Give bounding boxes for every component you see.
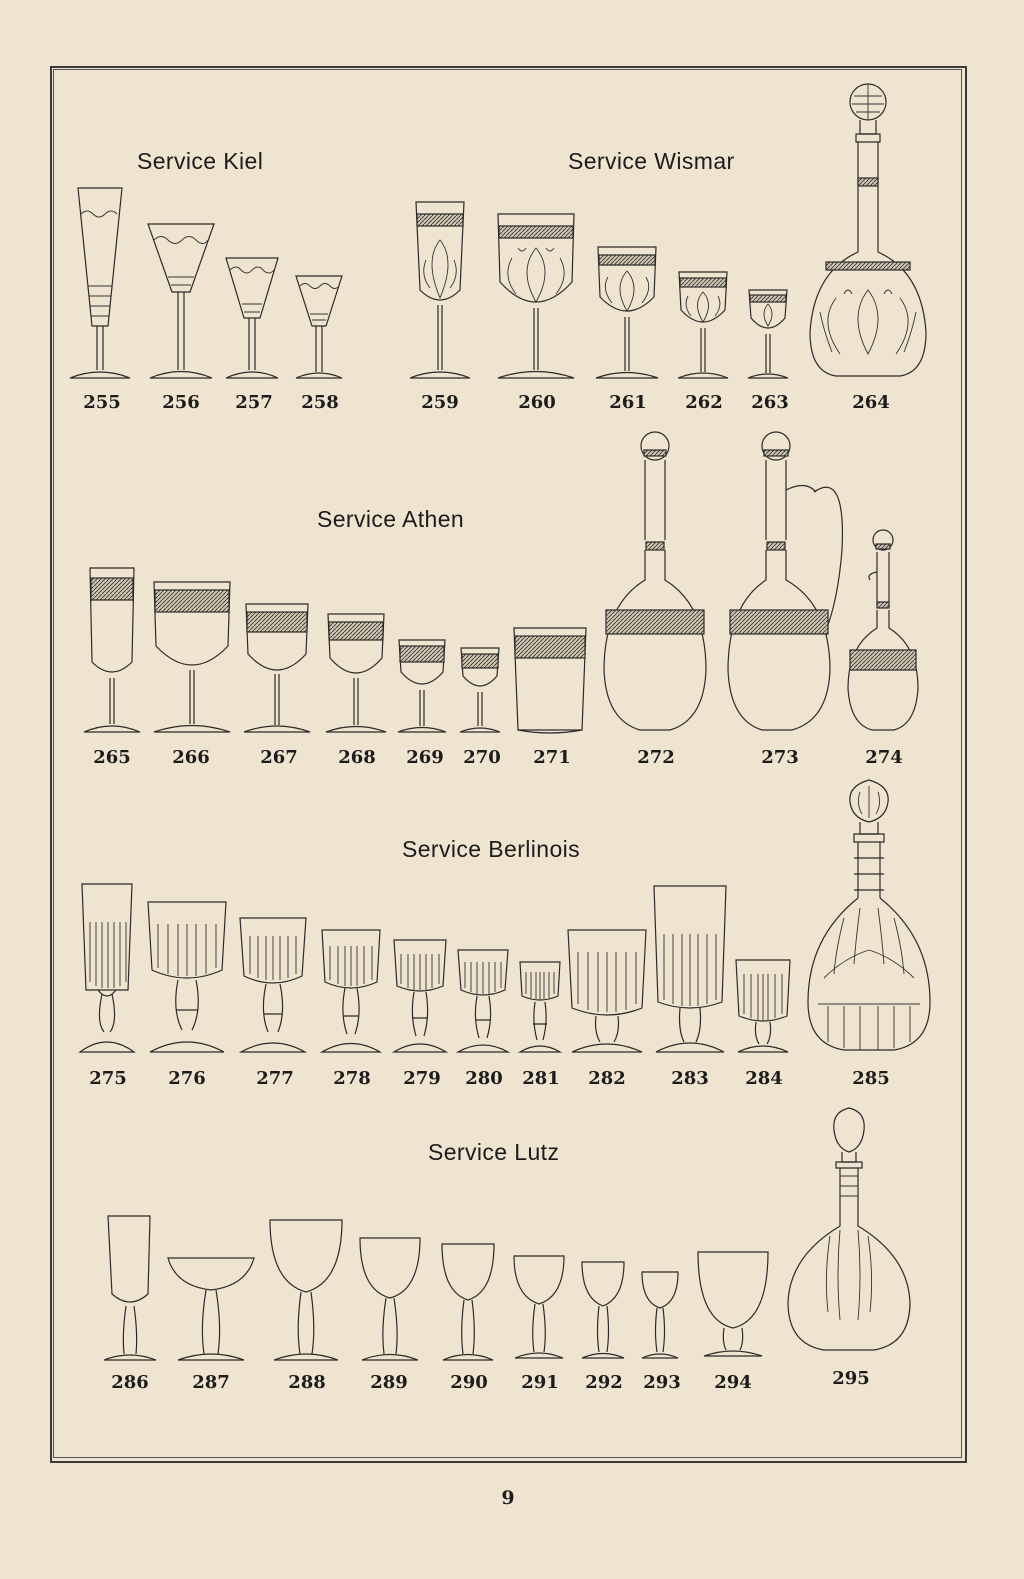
item-number-267: 267	[260, 747, 298, 768]
item-number-295: 295	[832, 1368, 870, 1389]
section-title-berlinois: Service Berlinois	[402, 836, 581, 862]
glass-286-illustration	[102, 1214, 158, 1364]
item-number-280: 280	[465, 1068, 503, 1089]
glass-263-illustration	[746, 288, 790, 382]
glass-293-illustration	[640, 1270, 680, 1362]
glass-258-illustration	[294, 274, 344, 382]
decanter-295-illustration	[784, 1106, 914, 1356]
item-number-262: 262	[685, 392, 723, 413]
item-number-269: 269	[406, 747, 444, 768]
item-number-284: 284	[745, 1068, 783, 1089]
decanter-272-illustration	[600, 430, 710, 736]
item-number-279: 279	[403, 1068, 441, 1089]
item-number-275: 275	[89, 1068, 127, 1089]
item-number-270: 270	[463, 747, 501, 768]
item-number-257: 257	[235, 392, 273, 413]
glass-283-illustration	[652, 884, 728, 1056]
glass-255-illustration	[68, 186, 132, 381]
item-number-258: 258	[301, 392, 339, 413]
glass-256-illustration	[146, 222, 216, 382]
section-title-wismar: Service Wismar	[568, 148, 735, 174]
glass-294-illustration	[696, 1250, 770, 1360]
item-number-282: 282	[588, 1068, 626, 1089]
item-number-278: 278	[333, 1068, 371, 1089]
glass-278-illustration	[320, 928, 382, 1056]
item-number-261: 261	[609, 392, 647, 413]
section-title-kiel: Service Kiel	[137, 148, 264, 174]
glass-280-illustration	[456, 948, 510, 1056]
item-number-277: 277	[256, 1068, 294, 1089]
item-number-271: 271	[533, 747, 571, 768]
glass-257-illustration	[224, 256, 280, 382]
decanter-285-illustration	[804, 778, 934, 1056]
glass-262-illustration	[676, 270, 730, 382]
glass-284-illustration	[734, 958, 792, 1056]
item-number-259: 259	[421, 392, 459, 413]
item-number-264: 264	[852, 392, 890, 413]
glass-291-illustration	[512, 1254, 566, 1362]
item-number-276: 276	[168, 1068, 206, 1089]
item-number-274: 274	[865, 747, 903, 768]
glass-282-illustration	[566, 928, 648, 1056]
item-number-265: 265	[93, 747, 131, 768]
glass-287-illustration	[166, 1256, 256, 1364]
item-number-266: 266	[172, 747, 210, 768]
glass-259-illustration	[408, 200, 472, 382]
section-title-athen: Service Athen	[317, 506, 465, 532]
item-number-292: 292	[585, 1372, 623, 1393]
item-number-294: 294	[714, 1372, 752, 1393]
page-number: 9	[501, 1487, 515, 1509]
item-number-263: 263	[751, 392, 789, 413]
item-number-281: 281	[522, 1068, 560, 1089]
glass-269-illustration	[396, 638, 448, 736]
item-number-288: 288	[288, 1372, 326, 1393]
glass-288-illustration	[268, 1218, 344, 1364]
glass-279-illustration	[392, 938, 448, 1056]
item-number-290: 290	[450, 1372, 488, 1393]
item-number-291: 291	[521, 1372, 559, 1393]
item-number-286: 286	[111, 1372, 149, 1393]
glass-260-illustration	[494, 212, 578, 382]
glass-268-illustration	[324, 612, 388, 736]
item-number-272: 272	[637, 747, 675, 768]
item-number-260: 260	[518, 392, 556, 413]
item-number-273: 273	[761, 747, 799, 768]
glass-265-illustration	[82, 566, 142, 736]
glass-266-illustration	[150, 580, 234, 736]
item-number-289: 289	[370, 1372, 408, 1393]
glass-292-illustration	[580, 1260, 626, 1362]
item-number-256: 256	[162, 392, 200, 413]
decanter-274-illustration	[846, 528, 920, 736]
glass-267-illustration	[242, 602, 312, 736]
glass-277-illustration	[238, 916, 308, 1056]
jug-273-illustration	[726, 430, 846, 736]
item-number-293: 293	[643, 1372, 681, 1393]
item-number-268: 268	[338, 747, 376, 768]
glass-289-illustration	[358, 1236, 422, 1364]
glass-261-illustration	[594, 245, 660, 382]
item-number-283: 283	[671, 1068, 709, 1089]
glass-275-illustration	[78, 882, 136, 1056]
section-title-lutz: Service Lutz	[428, 1139, 560, 1165]
glass-270-illustration	[458, 646, 502, 736]
glass-276-illustration	[146, 900, 228, 1056]
item-number-287: 287	[192, 1372, 230, 1393]
decanter-264-illustration	[806, 82, 930, 382]
glass-271-illustration	[512, 626, 588, 736]
item-number-285: 285	[852, 1068, 890, 1089]
glass-281-illustration	[518, 960, 562, 1056]
item-number-255: 255	[83, 392, 121, 413]
glass-290-illustration	[440, 1242, 496, 1364]
